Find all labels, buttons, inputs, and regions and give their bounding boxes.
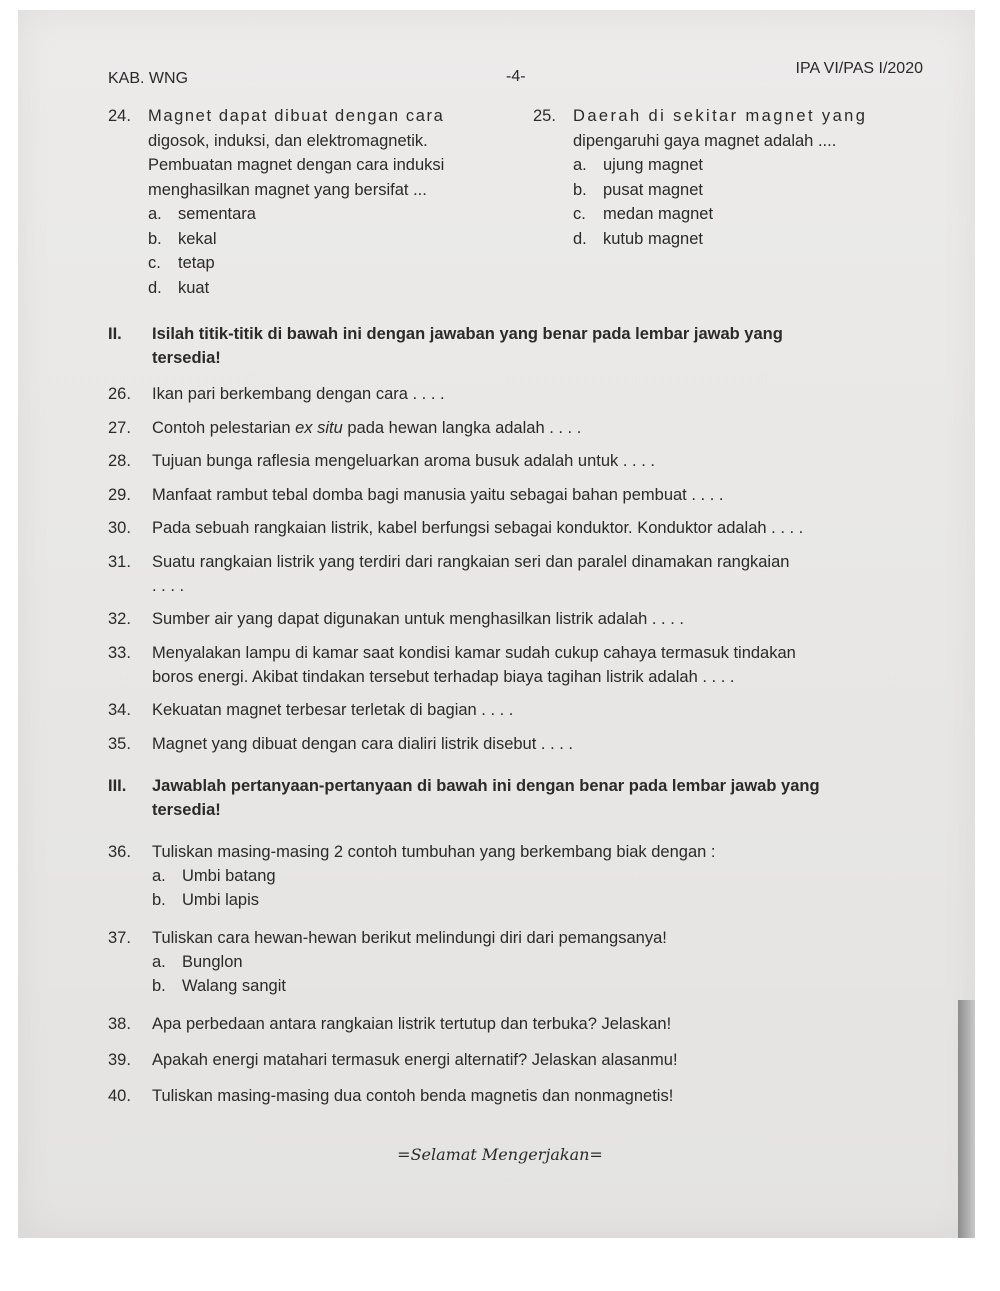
question-number: 24. [108, 107, 131, 125]
option-text: tetap [178, 254, 215, 272]
question-text: Contoh pelestarian [152, 418, 296, 437]
section-instruction-line: tersedia! [152, 801, 221, 819]
header-district: KAB. WNG [108, 70, 189, 87]
question-text-line: dipengaruhi gaya magnet adalah .... [573, 131, 837, 150]
question-text-line: boros energi. Akibat tindakan tersebut terhadap biaya tagihan listrik adalah . . . . [152, 667, 735, 686]
option-letter: b. [573, 180, 587, 199]
section-2-items [108, 382, 923, 756]
question-35 [108, 732, 923, 756]
question-number: 36. [108, 843, 131, 861]
question-text: Tuliskan masing-masing dua contoh benda magnetis dan nonmagnetis! [152, 1087, 674, 1105]
option-text: ujung magnet [603, 156, 703, 174]
question-text: Ikan pari berkembang dengan cara . . . . [152, 385, 445, 403]
question-39 [108, 1048, 923, 1072]
option-b [533, 178, 928, 203]
option-d [108, 276, 508, 301]
question-number: 38. [108, 1015, 131, 1033]
question-30 [108, 516, 923, 540]
question-text: Manfaat rambut tebal domba bagi manusia yaitu sebagai bahan pembuat . . . . [152, 485, 724, 504]
section-number: III. [108, 777, 127, 795]
sub-letter: b. [152, 977, 166, 995]
question-number: 29. [108, 485, 131, 504]
question-33 [108, 641, 923, 689]
question-40 [108, 1084, 923, 1108]
question-number: 28. [108, 452, 131, 470]
section-number: II. [108, 325, 122, 343]
option-text: medan magnet [603, 205, 714, 223]
option-text: kuat [178, 278, 210, 297]
sub-letter: a. [152, 953, 166, 971]
question-number: 30. [108, 519, 131, 537]
section-instruction-line: tersedia! [152, 349, 221, 367]
sub-letter: b. [152, 891, 166, 909]
section-2-heading [108, 322, 923, 370]
question-number: 33. [108, 643, 131, 662]
question-number: 32. [108, 610, 131, 628]
page-edge-shadow [958, 1000, 975, 1238]
question-31 [108, 550, 923, 598]
sub-item-a [108, 950, 923, 974]
question-number: 37. [108, 929, 131, 947]
header-subject: IPA VI/PAS I/2020 [795, 60, 923, 77]
question-text: Apakah energi matahari termasuk energi alternatif? Jelaskan alasanmu! [152, 1051, 678, 1069]
question-text-line: Suatu rangkaian listrik yang terdiri dari rangkaian seri dan paralel dinamakan rangkaian [152, 552, 790, 571]
question-29 [108, 483, 923, 507]
closing-message: =Selamat Mengerjakan= [397, 1145, 603, 1164]
option-letter: d. [148, 278, 162, 297]
question-text-line: Menyalakan lampu di kamar saat kondisi kamar sudah cukup cahaya termasuk tindakan [152, 643, 796, 662]
option-text: kutub magnet [603, 229, 703, 248]
question-34 [108, 698, 923, 722]
question-text: Magnet yang dibuat dengan cara dialiri listrik disebut . . . . [152, 734, 573, 753]
question-italic-term: ex situ [295, 418, 343, 437]
section-instruction-line: Jawablah pertanyaan-pertanyaan di bawah ini dengan benar pada lembar jawab yang [152, 777, 820, 795]
option-a [108, 202, 508, 227]
question-text: Tuliskan masing-masing 2 contoh tumbuhan yang berkembang biak dengan : [152, 843, 716, 861]
question-32 [108, 607, 923, 631]
question-28 [108, 449, 923, 473]
option-d [533, 227, 928, 252]
question-number: 40. [108, 1087, 131, 1105]
sub-text: Umbi batang [182, 867, 276, 885]
option-letter: b. [148, 229, 162, 248]
question-36 [108, 840, 923, 912]
section-3-heading [108, 774, 923, 822]
sub-item-b [108, 888, 923, 912]
question-text: pada hewan langka adalah . . . . [342, 418, 582, 437]
question-number: 31. [108, 552, 131, 571]
question-text: Apa perbedaan antara rangkaian listrik tertutup dan terbuka? Jelaskan! [152, 1015, 672, 1033]
option-a [533, 153, 928, 178]
option-letter: d. [573, 229, 587, 248]
option-text: kekal [178, 229, 217, 248]
sub-item-a [108, 864, 923, 888]
question-number: 27. [108, 418, 131, 437]
question-number: 35. [108, 734, 131, 753]
option-letter: a. [573, 156, 587, 174]
sub-text: Walang sangit [182, 977, 286, 995]
question-text-line: Pembuatan magnet dengan cara induksi [148, 156, 445, 174]
question-text-line: digosok, induksi, dan elektromagnetik. [148, 131, 428, 150]
question-27 [108, 416, 923, 440]
question-text: Kekuatan magnet terbesar terletak di bagian . . . . [152, 701, 514, 719]
question-number: 25. [533, 107, 556, 125]
question-text-line: Magnet dapat dibuat dengan cara [148, 107, 445, 125]
sub-item-b [108, 974, 923, 998]
question-text-line: menghasilkan magnet yang bersifat ... [148, 180, 427, 199]
question-38 [108, 1012, 923, 1036]
option-letter: c. [573, 205, 586, 223]
header-page-number: -4- [506, 68, 526, 85]
option-text: sementara [178, 205, 256, 223]
option-letter: a. [148, 205, 162, 223]
question-number: 34. [108, 701, 131, 719]
question-text: Sumber air yang dapat digunakan untuk menghasilkan listrik adalah . . . . [152, 610, 684, 628]
sub-letter: a. [152, 867, 166, 885]
section-instruction-line: Isilah titik-titik di bawah ini dengan jawaban yang benar pada lembar jawab yang [152, 325, 783, 343]
question-text-line: . . . . [152, 576, 185, 595]
question-26 [108, 382, 923, 406]
sub-text: Umbi lapis [182, 891, 260, 909]
question-number: 26. [108, 385, 131, 403]
question-text: Pada sebuah rangkaian listrik, kabel berfungsi sebagai konduktor. Konduktor adalah . . . . [152, 519, 804, 537]
page-header [108, 58, 923, 88]
question-text: Tuliskan cara hewan-hewan berikut melindungi diri dari pemangsanya! [152, 929, 667, 947]
option-c [108, 251, 508, 276]
option-text: pusat magnet [603, 180, 703, 199]
sub-text: Bunglon [182, 953, 243, 971]
section-3-items [108, 840, 923, 1108]
question-text: Tujuan bunga raflesia mengeluarkan aroma busuk adalah untuk . . . . [152, 452, 655, 470]
question-24 [108, 104, 508, 300]
question-37 [108, 926, 923, 998]
question-25 [533, 104, 928, 251]
option-b [108, 227, 508, 252]
option-c [533, 202, 928, 227]
question-text-line: Daerah di sekitar magnet yang [573, 107, 868, 125]
question-number: 39. [108, 1051, 131, 1069]
option-letter: c. [148, 254, 161, 272]
